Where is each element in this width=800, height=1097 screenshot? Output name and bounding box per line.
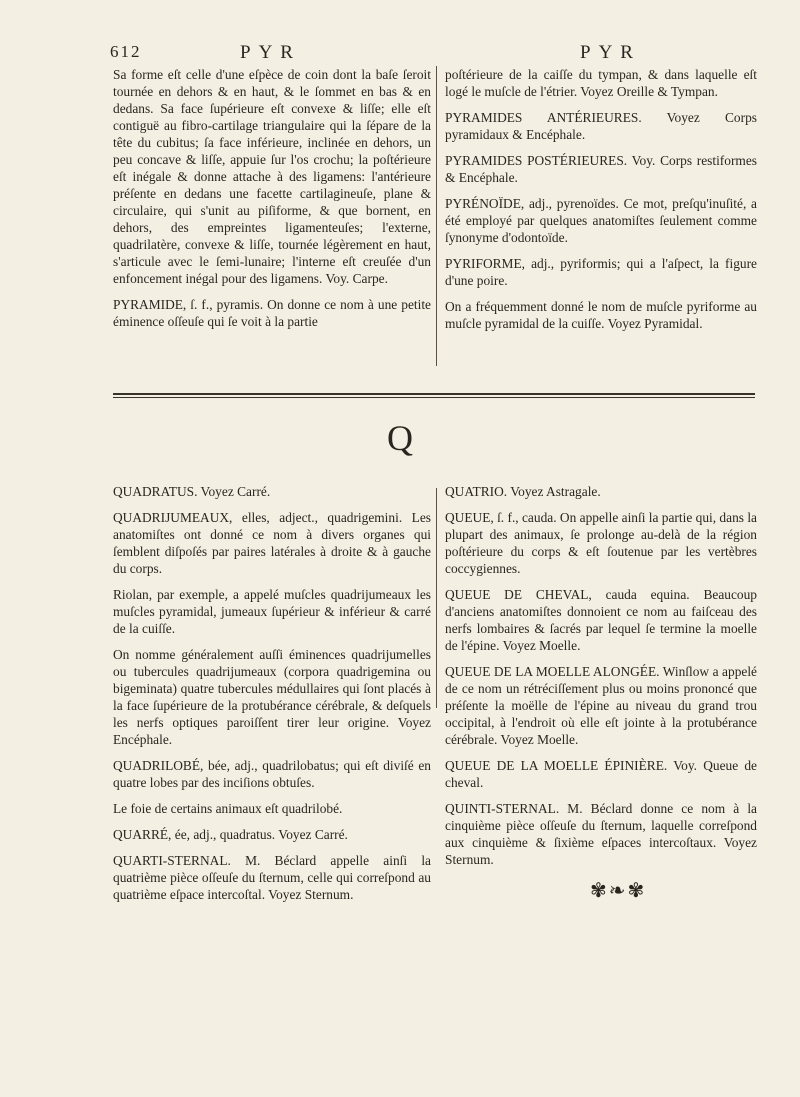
ornament-fleuron: ✾❧✾: [590, 880, 647, 902]
entry-pyriforme: PYRIFORME, adj., pyriformis; qui a l'aſpect, la figure d'une poire.: [445, 256, 757, 288]
column-bottom-left: [113, 483, 431, 912]
header-left-word: PYR: [240, 42, 301, 63]
entry-quarti-sternal: QUARTI-STERNAL. M. Béclard appelle ainſi la quatrième pièce oſſeuſe du ſternum, celle qui correſpond au quatrième eſpace intercoſtal. Voyez Sternum.: [113, 853, 431, 902]
entry-quadrilobe: QUADRILOBÉ, bée, adj., quadrilobatus; qui eſt diviſé en quatre lobes par des inciſions obtuſes.: [113, 758, 431, 790]
paragraph: On nomme généralement auſſi éminences quadrijumelles ou tubercules quadrijumeaux (corpora quadrigemina ou bigeminata) quatre tubercules médullaires qui ſont placés à la face ſupérieure de la protubérance cérébrale, & deſquels les nerfs optiques paroiſſent tirer leur origine. Voyez Encéphale.: [113, 647, 431, 747]
entry-quinti-sternal: QUINTI-STERNAL. M. Béclard donne ce nom à la cinquième pièce oſſeuſe du ſternum, laquelle correſpond aux cinquième & ſixième eſpaces intercoſtaux. Voyez Sternum.: [445, 801, 757, 867]
section-rule-thick: [113, 393, 755, 395]
section-letter: Q: [387, 418, 413, 458]
column-top-right: [445, 66, 757, 341]
paragraph: Riolan, par exemple, a appelé muſcles quadrijumeaux les muſcles pyramidal, jumeaux ſupérieur & inférieur & carré de la cuiſſe.: [113, 587, 431, 636]
entry-pyrenoide: PYRÉNOÏDE, adj., pyrenoïdes. Ce mot, preſqu'inuſité, a été employé par quelques anatomiſtes ſeulement comme ſynonyme d'odontoïde.: [445, 196, 757, 245]
entry-pyramides-anterieures: PYRAMIDES ANTÉRIEURES. Voyez Corps pyramidaux & Encéphale.: [445, 110, 757, 142]
column-divider-bottom: [436, 488, 437, 708]
column-top-left: [113, 66, 431, 339]
paragraph: poſtérieure de la caiſſe du tympan, & dans laquelle eſt logé le muſcle de l'étrier. Voyez Oreille & Tympan.: [445, 67, 757, 99]
paragraph: Le foie de certains animaux eſt quadrilobé.: [113, 801, 343, 816]
column-divider-top: [436, 66, 437, 366]
section-rule-thin: [113, 397, 755, 398]
paragraph: Sa forme eſt celle d'une eſpèce de coin dont la baſe ſeroit tournée en dehors & en haut, & le ſommet en bas & en dedans. Sa face ſupérieure eſt convexe & liſſe; elle eſt contiguë au fibro-cartilage triangulaire qui la ſépare de la tête du cubitus; ſa face inférieure, inclinée en dehors, un peu concave & liſſe, appuie ſur l'os crochu; la poſtérieure eſt inégale & donne attache à des ligamens: l'antérieure préſente en dedans une facette cartilagineuſe, plane & circulaire, qui s'unit au piſiforme, & que bornent, en dehors, des empreintes ligamenteuſes; l'externe, quadrilatère, convexe & liſſe, tournée légèrement en haut, s'articule avec le ſemi-lunaire; l'interne eſt creuſée d'un enfoncement inégal pour des ligamens. Voy. Carpe.: [113, 67, 431, 286]
entry-pyramide: PYRAMIDE, ſ. f., pyramis. On donne ce nom à une petite éminence oſſeuſe qui ſe voit à la partie: [113, 297, 431, 329]
entry-queue: QUEUE, ſ. f., cauda. On appelle ainſi la partie qui, dans la plupart des animaux, ſe prolonge au-delà de la région poſtérieure du corps & eſt ſoutenue par les vertèbres coccygiennes.: [445, 510, 757, 576]
entry-quadratus: QUADRATUS. Voyez Carré.: [113, 484, 271, 499]
column-bottom-right: [445, 483, 757, 877]
entry-queue-de-cheval: QUEUE DE CHEVAL, cauda equina. Beaucoup d'anciens anatomiſtes donnoient ce nom au faiſceau des nerfs lombaires & ſacrés par lequel ſe termine la moelle de l'épine. Voyez Moelle.: [445, 587, 757, 653]
entry-quadrijumeaux: QUADRIJUMEAUX, elles, adject., quadrigemini. Les anatomiſtes ont donné ce nom à divers organes qui ſemblent diſpoſés par paires latérales à droite & à gauche du corps.: [113, 510, 431, 576]
entry-quarre: QUARRÉ, ée, adj., quadratus. Voyez Carré.: [113, 827, 348, 842]
page-number: 612: [110, 42, 142, 61]
running-header: [110, 40, 720, 64]
entry-pyramides-posterieures: PYRAMIDES POSTÉRIEURES. Voy. Corps restiformes & Encéphale.: [445, 153, 757, 185]
paragraph: On a fréquemment donné le nom de muſcle pyriforme au muſcle pyramidal de la cuiſſe. Voyez Pyramidal.: [445, 299, 757, 331]
header-right-word: PYR: [580, 42, 641, 63]
entry-quatrio: QUATRIO. Voyez Astragale.: [445, 484, 601, 499]
entry-queue-moelle-alongee: QUEUE DE LA MOELLE ALONGÉE. Winſlow a appelé de ce nom un rétréciſſement plus ou moins prononcé que préſente la moëlle de l'épine au niveau du grand trou occipital, à l'endroit où elle eſt jointe à la protubérance cérébrale. Voyez Moelle.: [445, 664, 757, 747]
entry-queue-moelle-epiniere: QUEUE DE LA MOELLE ÉPINIÈRE. Voy. Queue de cheval.: [445, 758, 757, 790]
